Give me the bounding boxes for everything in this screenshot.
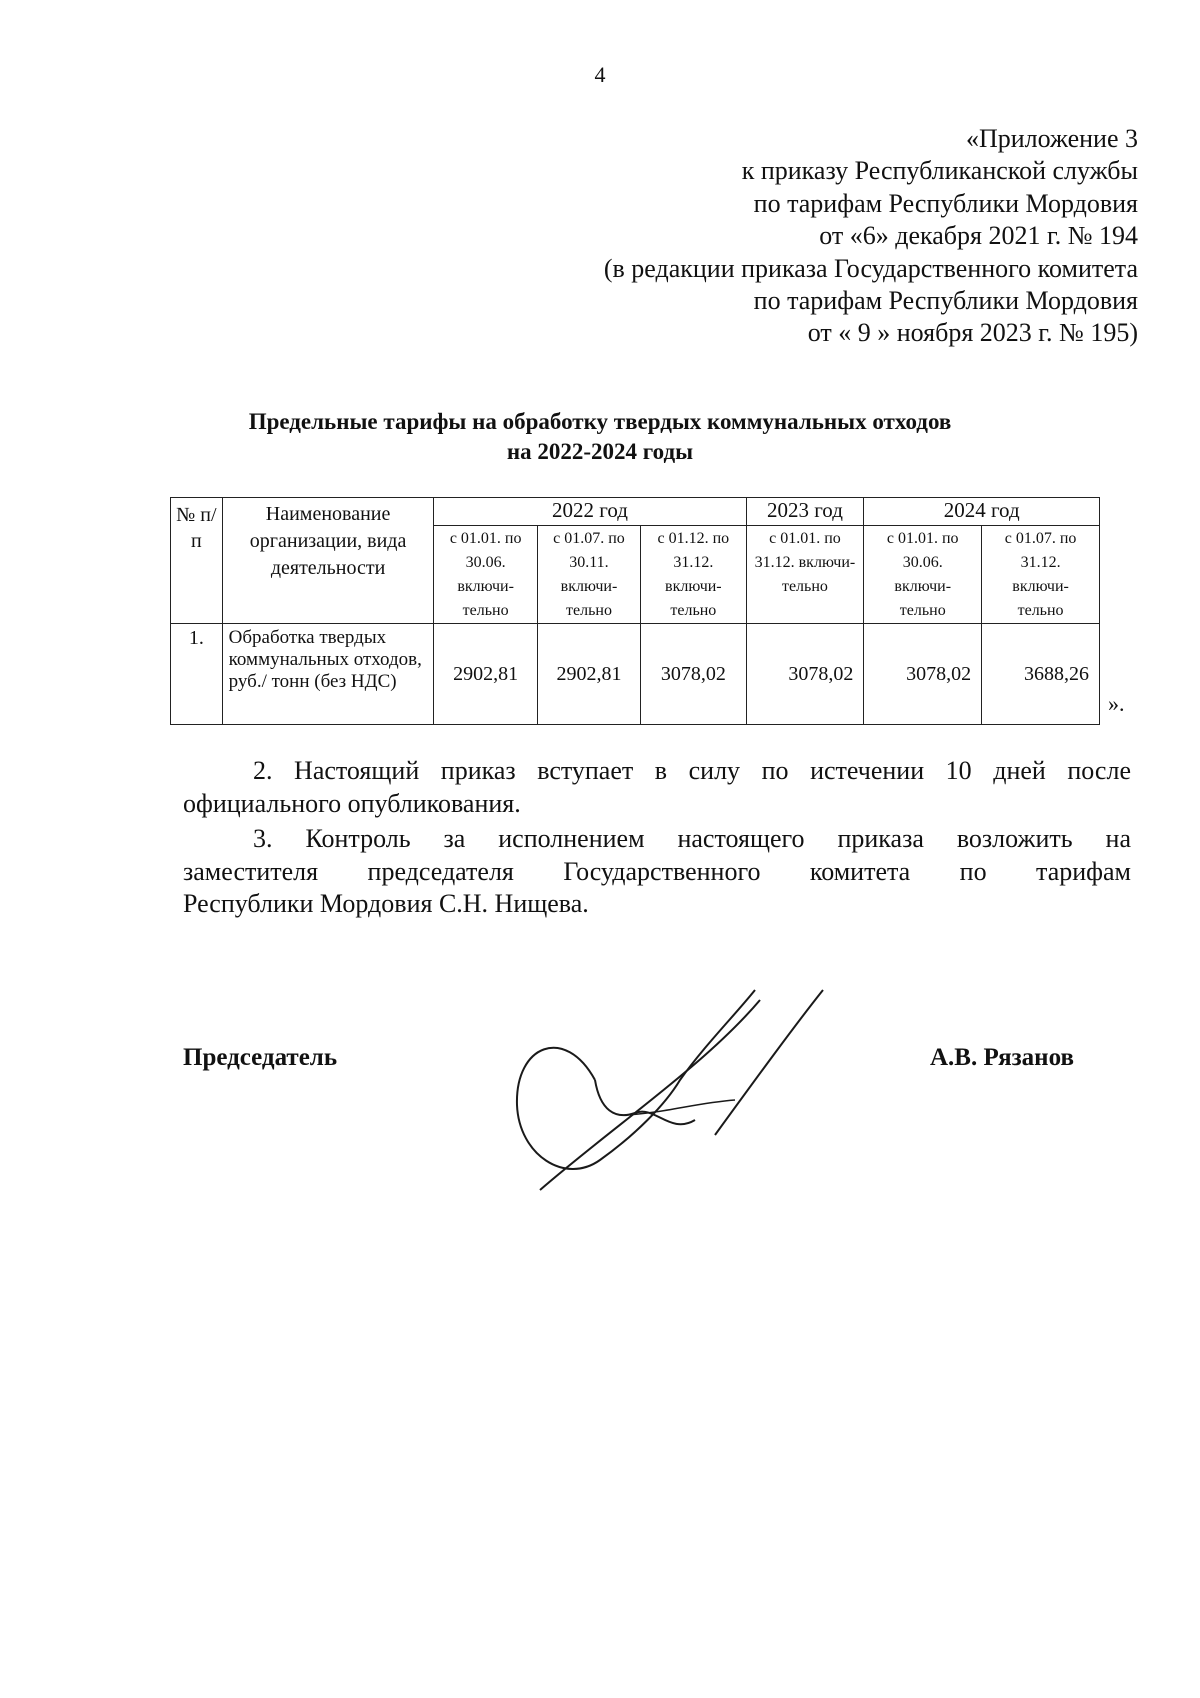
paragraph-line: 2. Настоящий приказ вступает в силу по истечении 10 дней после: [253, 756, 1131, 785]
title-line-1: Предельные тарифы на обработку твердых коммунальных отходов: [248, 409, 952, 434]
handwritten-signature: [505, 985, 835, 1195]
row-value: 3688,26: [982, 624, 1100, 725]
header-year-2022: 2022 год: [434, 498, 746, 526]
header-period: с 01.01. по 30.06. включи-тельно: [864, 526, 982, 624]
row-org-name: Обработка твердых коммунальных отходов, руб./ тонн (без НДС): [222, 624, 434, 725]
paragraph-line: Республики Мордовия С.Н. Нищева.: [183, 889, 589, 919]
header-period: с 01.07. по 30.11. включи-тельно: [537, 526, 640, 624]
appendix-line: от « 9 » ноября 2023 г. № 195): [807, 318, 1138, 348]
header-period: с 01.01. по 30.06. включи-тельно: [434, 526, 537, 624]
header-period: с 01.12. по 31.12. включи-тельно: [641, 526, 746, 624]
appendix-line: от «6» декабря 2021 г. № 194: [819, 221, 1138, 251]
header-year-2023: 2023 год: [746, 498, 864, 526]
row-value: 3078,02: [641, 624, 746, 725]
row-value: 2902,81: [434, 624, 537, 725]
paragraph-2: [183, 755, 1131, 820]
appendix-line: «Приложение 3: [965, 124, 1138, 153]
table-row: [171, 624, 1100, 725]
row-value: 3078,02: [746, 624, 864, 725]
appendix-header: [498, 123, 1138, 350]
document-title: [0, 407, 1200, 467]
page-number: 4: [594, 62, 606, 87]
header-num: № п/п: [171, 498, 223, 624]
appendix-line: (в редакции приказа Государственного комитета: [603, 253, 1138, 283]
row-value: 2902,81: [537, 624, 640, 725]
header-period: с 01.07. по 31.12. включи-тельно: [982, 526, 1100, 624]
appendix-line: по тарифам Республики Мордовия: [753, 188, 1138, 218]
signer-name: А.В. Рязанов: [930, 1044, 1074, 1071]
appendix-line: к приказу Республиканской службы: [741, 156, 1138, 186]
paragraph-line: официального опубликования.: [183, 788, 521, 818]
paragraph-line: заместителя председателя Государственного комитета по тарифам: [183, 856, 1131, 886]
signer-position: Председатель: [183, 1044, 338, 1071]
row-num: 1.: [171, 624, 223, 725]
header-period: с 01.01. по 31.12. включи-тельно: [746, 526, 864, 624]
title-line-2: на 2022-2024 годы: [506, 439, 694, 464]
close-quote: ».: [1108, 691, 1125, 716]
paragraph-3: [183, 823, 1131, 921]
tariffs-table: [170, 497, 1100, 725]
appendix-line: по тарифам Республики Мордовия: [753, 286, 1138, 316]
header-year-2024: 2024 год: [864, 498, 1100, 526]
header-name: Наименование организации, вида деятельности: [222, 498, 434, 624]
row-value: 3078,02: [864, 624, 982, 725]
paragraph-line: 3. Контроль за исполнением настоящего приказа возложить на: [253, 824, 1131, 853]
